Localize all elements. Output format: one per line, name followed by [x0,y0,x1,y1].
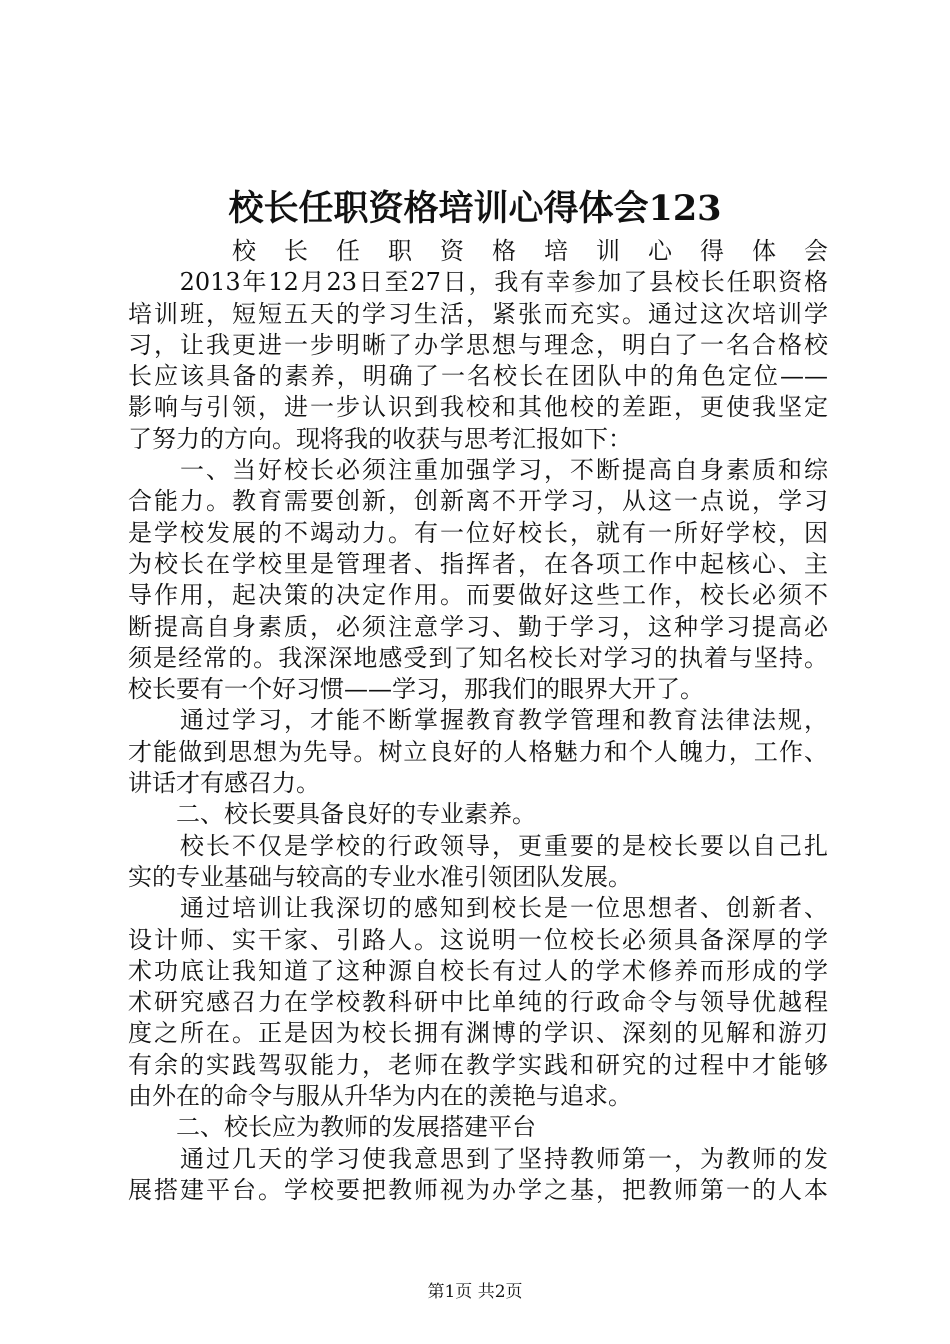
body-line: 讲话才有感召力。 [128,769,320,798]
body-line: 才能做到思想为先导。树立良好的人格魅力和个人魄力，工作、 [128,737,828,766]
body-line: 长应该具备的素养，明确了一名校长在团队中的角色定位—— [128,362,828,391]
body-line: 由外在的命令与服从升华为内在的羡艳与追求。 [128,1082,632,1111]
body-line: 通过几天的学习使我意思到了坚持教师第一，为教师的发 [128,1144,828,1173]
body-line: 是学校发展的不竭动力。有一位好校长，就有一所好学校，因 [128,518,828,547]
body-line: 术研究感召力在学校教科研中比单纯的行政命令与领导优越程 [128,988,828,1017]
body-line: 为校长在学校里是管理者、指挥者，在各项工作中起核心、主 [128,549,828,578]
body-line: 二、校长要具备良好的专业素养。 [128,800,536,829]
body-line: 实的专业基础与较高的专业水准引领团队发展。 [128,862,632,891]
body-line: 培训班，短短五天的学习生活，紧张而充实。通过这次培训学 [128,299,828,328]
body-line: 一、当好校长必须注重加强学习，不断提高自身素质和综 [128,456,828,485]
body-line: 影响与引领，进一步认识到我校和其他校的差距，更使我坚定 [128,393,828,422]
body-line: 通过培训让我深切的感知到校长是一位思想者、创新者、 [128,894,828,923]
body-line: 校长要有一个好习惯——学习，那我们的眼界大开了。 [128,675,704,704]
body-line: 断提高自身素质，必须注意学习、勤于学习，这种学习提高必 [128,612,828,641]
page-footer: 第1页 共2页 [427,1282,523,1302]
body-line: 术功底让我知道了这种源自校长有过人的学术修养而形成的学 [128,956,828,985]
document-body [128,236,828,1206]
body-line: 导作用，起决策的决定作用。而要做好这些工作，校长必须不 [128,581,828,610]
body-line: 二、校长应为教师的发展搭建平台 [128,1113,536,1142]
body-line: 2013年12月23日至27日，我有幸参加了县校长任职资格 [128,268,828,297]
body-line: 展搭建平台。学校要把教师视为办学之基，把教师第一的人本 [128,1175,828,1204]
document-title: 校长任职资格培训心得体会123 [228,188,722,229]
body-line: 了努力的方向。现将我的收获与思考汇报如下： [128,424,632,453]
body-line: 度之所在。正是因为校长拥有渊博的学识、深刻的见解和游刃 [128,1019,828,1048]
body-line: 设计师、实干家、引路人。这说明一位校长必须具备深厚的学 [128,925,828,954]
body-line: 校长不仅是学校的行政领导，更重要的是校长要以自己扎 [128,831,828,860]
body-line: 校长任职资格培训心得体会 [128,237,828,265]
body-line: 有余的实践驾驭能力，老师在教学实践和研究的过程中才能够 [128,1050,828,1079]
body-line: 习，让我更进一步明晰了办学思想与理念，明白了一名合格校 [128,330,828,359]
body-line: 合能力。教育需要创新，创新离不开学习，从这一点说，学习 [128,487,828,516]
body-line: 通过学习，才能不断掌握教育教学管理和教育法律法规， [128,706,828,735]
body-line: 须是经常的。我深深地感受到了知名校长对学习的执着与坚持。 [128,643,828,672]
